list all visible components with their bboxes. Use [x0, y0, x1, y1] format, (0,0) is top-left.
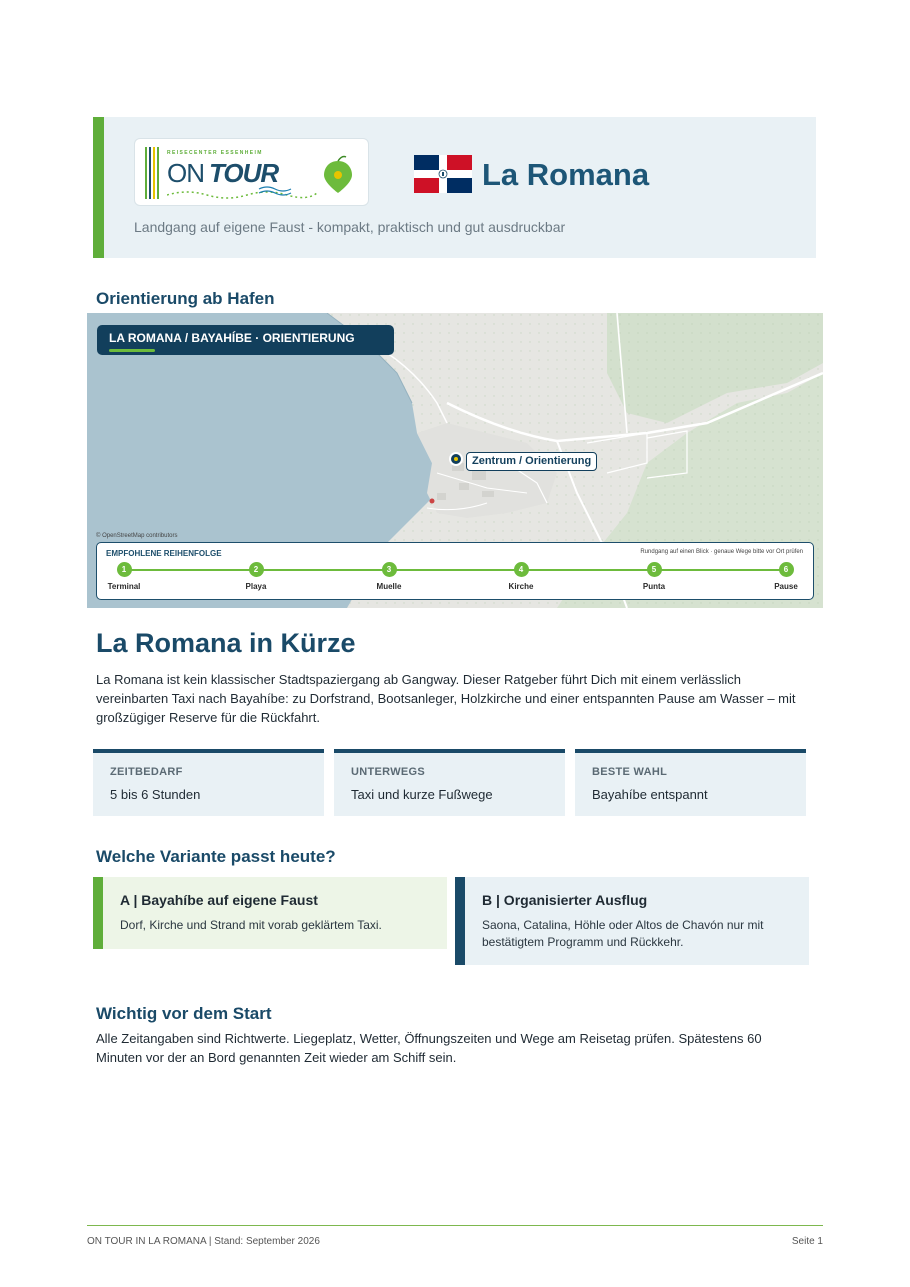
logo-tour-text: TOUR [209, 158, 279, 188]
variant-b-card [455, 877, 809, 965]
fact-key: BESTE WAHL [592, 766, 668, 778]
route-box [96, 542, 814, 600]
fact-key: UNTERWEGS [351, 766, 426, 778]
page-subtitle: Landgang auf eigene Faust - kompakt, praktisch und gut ausdruckbar [134, 219, 566, 235]
route-stop [751, 562, 821, 591]
stop-label: Terminal [107, 582, 141, 591]
logo-wave-icon [167, 185, 317, 201]
variant-a-desc: Dorf, Kirche und Strand mit vorab geklärtem Taxi. [120, 918, 382, 932]
fact-key: ZEITBEDARF [110, 766, 183, 778]
route-stop [354, 562, 424, 591]
stop-label: Pause [774, 582, 798, 591]
summary-intro: La Romana ist kein klassischer Stadtspaziergang ab Gangway. Dieser Ratgeber führt Dich mit einem verlässlich vereinbarten Taxi nach Bayahíbe: zu Dorfstrand, Bootsanleger, Holzkirche und einer entspannten Pause am Wasser – mit großzügiger Reserve für die Rückfahrt. [96, 672, 796, 725]
route-stop [89, 562, 159, 591]
stop-number: 3 [382, 562, 397, 577]
map-title-chip [97, 325, 394, 355]
route-stop [486, 562, 556, 591]
route-title: EMPFOHLENE REIHENFOLGE [106, 549, 222, 558]
logo-subtitle: REISECENTER ESSENHEIM [167, 150, 263, 156]
dominican-flag-icon [414, 155, 472, 193]
stop-number: 6 [779, 562, 794, 577]
fact-value: Bayahíbe entspannt [592, 787, 708, 802]
orientation-map[interactable] [87, 313, 823, 608]
map-title-underline [109, 349, 155, 352]
variant-a-card [93, 877, 447, 949]
page-number: Seite 1 [791, 1236, 823, 1247]
logo-on-text: ON [167, 158, 204, 188]
stop-label: Punta [642, 582, 666, 591]
footer-left: ON TOUR IN LA ROMANA | Stand: September 2026 [87, 1236, 320, 1247]
stop-number: 4 [514, 562, 529, 577]
summary-title: La Romana in Kürze [96, 628, 356, 658]
variant-b-desc: Saona, Catalina, Höhle oder Altos de Chavón nur mit bestätigtem Programm und Rückkehr. [482, 918, 764, 949]
important-heading: Wichtig vor dem Start [96, 1004, 272, 1023]
location-pin-icon [320, 155, 356, 195]
stop-number: 2 [249, 562, 264, 577]
important-text: Alle Zeitangaben sind Richtwerte. Liegeplatz, Wetter, Öffnungszeiten und Wege am Reisetag prüfen. Spätestens 60 Minuten vor der an Bord genannten Zeit wieder am Schiff sein. [96, 1031, 762, 1065]
fact-card [575, 749, 806, 816]
header-banner [93, 117, 816, 258]
fact-card [334, 749, 565, 816]
logo-bars [145, 147, 163, 199]
on-tour-logo [134, 138, 369, 206]
stop-number: 1 [117, 562, 132, 577]
map-title-text: LA ROMANA / BAYAHÍBE · ORIENTIERUNG [109, 331, 355, 345]
center-marker-icon[interactable] [449, 452, 463, 466]
route-stop [619, 562, 689, 591]
fact-value: 5 bis 6 Stunden [110, 787, 201, 802]
route-stop [221, 562, 291, 591]
stop-label: Muelle [376, 582, 402, 591]
fact-value: Taxi und kurze Fußwege [351, 787, 493, 802]
orientation-heading: Orientierung ab Hafen [96, 289, 275, 308]
stop-number: 5 [647, 562, 662, 577]
route-note: Rundgang auf einen Blick · genaue Wege bitte vor Ort prüfen [640, 549, 803, 555]
footer-divider [87, 1225, 823, 1226]
center-label: Zentrum / Orientierung [466, 452, 597, 471]
page-title: La Romana [482, 157, 650, 192]
fact-card [93, 749, 324, 816]
fact-cards [93, 749, 809, 816]
variant-b-title: B | Organisierter Ausflug [482, 892, 648, 908]
variants-heading: Welche Variante passt heute? [96, 847, 336, 866]
stop-label: Playa [245, 582, 267, 591]
variant-a-title: A | Bayahíbe auf eigene Faust [120, 892, 318, 908]
osm-credit: © OpenStreetMap contributors [96, 533, 178, 539]
stop-label: Kirche [508, 582, 534, 591]
